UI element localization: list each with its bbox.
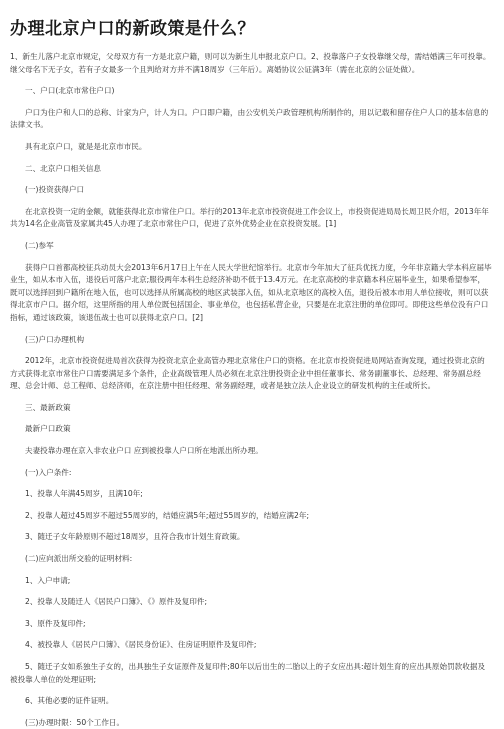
paragraph: 具有北京户口，就是是北京市市民。 [25,141,147,151]
paragraph: 2、投靠人及随迁人《居民户口簿》、《》原件及复印件; [25,597,208,607]
paragraph: (三)户口办理机构 [25,334,85,344]
paragraph: 5、随迁子女如系独生子女的，出具独生子女证原件及复印件;80年以后出生的二胎以上的子女应出具:超计划生育的应出具原始罚款收据及被投靠人单位的处理证明; [10,662,486,684]
paragraph: 1、入户申请; [25,575,71,585]
paragraph: 夫妻投靠办理在京入非农业户口 应到被投靠人户口所在地派出所办理。 [25,446,263,456]
paragraph: 三、最新政策 [25,402,71,412]
paragraph: 2、投靠人超过45周岁不超过55周岁的，结婚应满5年;超过55周岁的，结婚应满2年; [25,510,310,520]
paragraph: 1、新生儿落户北京市规定，父母双方有一方是北京户籍，则可以为新生儿申报北京户口。2、投靠落户子女投靠继父母，需结婚满三年可投靠。继父母名下无子女，若有子女最多一个且判给对方并不满18周岁（三年后）。离婚协议公证满3年（需在北京的公证处做）。 [10,52,491,74]
paragraph: 3、随迁子女年龄原则不超过18周岁，且符合我市计划生育政策。 [25,532,245,542]
paragraph: (一)投资获得户口 [25,185,85,195]
paragraph: (三)办理时限：50个工作日。 [25,717,125,727]
paragraph: 4、被投靠人《居民户口簿》、《居民身份证》、住房证明原件及复印件; [25,640,257,650]
paragraph: 二、北京户口相关信息 [25,163,101,173]
paragraph: 户口为住户和人口的总称、计家为户，计人为口。户口即户籍，由公安机关户政管理机构所制作的，用以记载和留存住户人口的基本信息的法律文书。 [10,107,489,130]
paragraph: 最新户口政策 [25,424,71,434]
page-title: 办理北京户口的新政策是什么？ [10,19,255,39]
article-body [10,51,492,729]
paragraph: (二)参军 [25,240,54,250]
paragraph: 1、投靠人年满45周岁，且满10年; [25,489,143,499]
paragraph: 一、户口(北京市常住户口) [25,86,115,96]
paragraph: 3、原件及复印件; [25,618,86,628]
paragraph: (二)应向派出所交验的证明材料: [25,554,133,564]
paragraph: 6、其他必要的证件证明。 [25,696,114,706]
paragraph: 2012年，北京市投资促进局首次获得为投资北京企业高管办理北京常住户口的资格。在北京市投资促进局网站查询发现，通过投资北京的方式获得北京市常住户口需要满足多个条件，企业高级管理人员必须在北京注册投资企业中担任董事长、常务副董事长、总经理、常务副总经理、总会计师、总工程师、总经济师，在京注册中担任经理、常务副经理，或者是独立法人企业设立的研发机构的主任或所长。 [10,356,485,391]
paragraph: 在北京投资一定的金额，就能获得北京市常住户口。举行的2013年北京市投资促进工作会议上，市投资促进局局长周卫民介绍，2013年年共为14名企业高管及家属共45人办理了北京市常住户口，促进了京外优势企业在京投资发展。[1] [10,206,489,229]
paragraph: 获得户口首都高校征兵动员大会2013年6月17日上午在人民大学世纪馆举行。北京市今年加大了征兵优抚力度，今年非京籍大学本科应届毕业生，如从本市入伍，退役后可落户北京;服役两年本科生总经济补助不低于13.4万元。在北京高校的非京籍本科应届毕业生，如果希望参军，既可以选择回到户籍所在地入伍，也可以选择从所属高校的地区武装部入伍，如从北京地区的高校入伍，退役后被本市用人单位接收，则可以获得北京市户口。据介绍，这里所指的用人单位既包括国企、事业单位，也包括私营企业，只要是在北京注册的单位即可。即使这些单位没有户口指标，通过该政策，该退伍战士也可以获得北京户口。[2] [10,262,492,322]
paragraph: (一)入户条件: [25,467,72,477]
